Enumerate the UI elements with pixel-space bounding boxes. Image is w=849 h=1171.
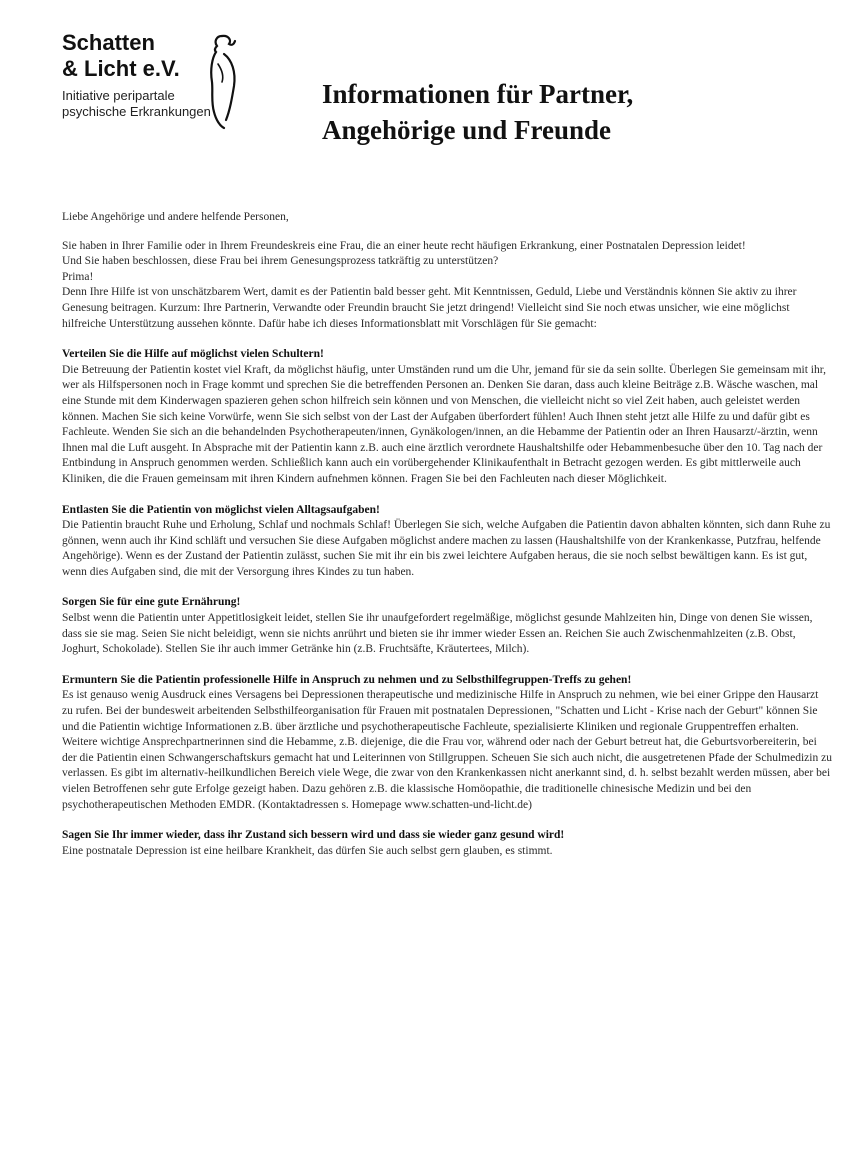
- organization-logo: [62, 30, 262, 160]
- section-text: Die Betreuung der Patientin kostet viel Kraft, da möglichst häufig, unter Umständen rund um die Uhr, jemand für sie da sein sollte. Überlegen Sie gemeinsam mit ihr, wer als Hilfspersonen noch in Frage kommt und sprechen Sie die betreffenden Personen an. Denken Sie daran, dass auch kleine Beiträge z.B. Wäsche waschen, mal eine Stunde mit dem Kinderwagen spazieren gehen schon hilfreich sein können und von Menschen, die vielleicht nicht so viel Zeit haben, auch geleistet werden können. Machen Sie sich keine Vorwürfe, wenn Sie sich selbst von der Last der Aufgaben überfordert fühlen! Auch Ihnen steht jetzt alle Hilfe zu und dafür gibt es Fachleute. Wenden Sie sich an die behandelnden Psychotherapeuten/innen, Gynäkologen/innen, an die Hebamme der Patientin oder an Ihren Hausarzt/-ärztin, wenn Ihnen mal die Luft ausgeht. In Absprache mit der Patientin kann z.B. auch eine ärztlich verordnete Haushaltshilfe oder Hebammenbesuche über den 10. Tag nach der Entbindung in Anspruch genommen werden. Schließlich kann auch ein vorübergehender Klinikaufenthalt in Betracht gezogen werden. Es gibt mittlerweile auch Kliniken, die die Frauen gemeinsam mit ihren Kindern aufnehmen können. Fragen Sie bei den Fachleuten nach dieser Möglichkeit.: [62, 363, 826, 485]
- section-heading: Verteilen Sie die Hilfe auf möglichst vielen Schultern!: [62, 348, 324, 361]
- section-text: Eine postnatale Depression ist eine heilbare Krankheit, das dürfen Sie auch selbst gern glauben, es stimmt.: [62, 844, 553, 857]
- section-heading: Sagen Sie Ihr immer wieder, dass ihr Zustand sich bessern wird und dass sie wieder ganz gesund wird!: [62, 829, 565, 842]
- logo-subtitle-line1: Initiative peripartale: [62, 88, 175, 103]
- logo-subtitle-line2: psychische Erkrankungen: [62, 104, 211, 119]
- document-body: [62, 210, 832, 859]
- intro-paragraph-3: Prima!: [62, 270, 94, 283]
- page-title-line2: Angehörige und Freunde: [322, 115, 612, 145]
- section-heading: Sorgen Sie für eine gute Ernährung!: [62, 596, 241, 609]
- section-text: Es ist genauso wenig Ausdruck eines Versagens bei Depressionen therapeutische und medizinische Hilfe in Anspruch zu nehmen, wie bei einer Grippe den Hausarzt zu rufen. Bei der bundesweit arbeitenden Selbsthilfeorganisation für Frauen mit postnatalen Depressionen, "Schatten und Licht - Krise nach der Geburt" können Sie und die Patientin wichtige Informationen z.B. über ärztliche und psychotherapeutische Fachleute, spezialisierte Kliniken und regionale Gruppentreffen erhalten. Weitere wichtige Ansprechpartnerinnen sind die Hebamme, z.B. diejenige, die die Frau vor, während oder nach der Geburt betreut hat, die Geburtsvorbereiterin, bei der die Patientin einen Schwangerschaftskurs gemacht hat und Leiterinnen von Stillgruppen. Scheuen Sie sich auch nicht, die ausgetretenen Pfade der Schulmedizin zu verlassen. Es gibt im alternativ-heilkundlichen Bereich viele Wege, die zwar von den Krankenkassen nicht anerkannt sind, d. h. selbst bezahlt werden müssen, aber bei vielen Betroffenen sehr gute Erfolge gezeigt haben. Dazu gehören z.B. die klassische Homöopathie, die traditionelle chinesische Medizin und bei den psychotherapeutischen Methoden EMDR. (Kontaktadressen s. Homepage www.schatten-und-licht.de): [62, 689, 832, 811]
- logo-name-line2: & Licht e.V.: [62, 56, 180, 81]
- logo-name-line1: Schatten: [62, 30, 155, 55]
- woman-silhouette-icon: [202, 30, 242, 130]
- section-text: Die Patientin braucht Ruhe und Erholung, Schlaf und nochmals Schlaf! Überlegen Sie sich, welche Aufgaben die Patientin davon abhalten könnten, sich dann Ruhe zu gönnen, wenn auch ihr Kind schläft und versuchen Sie diese Aufgaben möglichst andere machen zu lassen (Haushaltshilfe von der Krankenkasse, Putzfrau, helfende Angehörige). Wenn es der Zustand der Patientin zulässt, suchen Sie mit ihr ein bis zwei leichtere Aufgaben heraus, die sie noch selbst bewältigen kann. Es ist gut, wenn dies Aufgaben sind, die mit der Versorgung ihres Kindes zu tun haben.: [62, 519, 831, 578]
- section-text: Selbst wenn die Patientin unter Appetitlosigkeit leidet, stellen Sie ihr unaufgefordert regelmäßige, möglichst gesunde Mahlzeiten hin, Dinge von denen Sie wissen, dass sie sie mag. Seien Sie nicht beleidigt, wenn sie nichts anrührt und bieten sie ihr immer wieder Essen an. Reichen Sie auch Zwischenmahlzeiten (z.B. Obst, Joghurt, Schokolade). Stellen Sie ihr auch immer Getränke hin (z.B. Fruchtsäfte, Kräutertees, Milch).: [62, 612, 813, 656]
- greeting: Liebe Angehörige und andere helfende Personen,: [62, 211, 289, 223]
- page-title: [322, 76, 802, 148]
- intro-paragraph-4: Denn Ihre Hilfe ist von unschätzbarem Wert, damit es der Patientin bald besser geht. Mit Kenntnissen, Geduld, Liebe und Verständnis können Sie aktiv zu ihrer Genesung beitragen. Kurzum: Ihre Partnerin, Verwandte oder Freundin braucht Sie jetzt dringend! Vielleicht sind Sie noch etwas unsicher, wie eine möglichst hilfreiche Unterstützung aussehen könnte. Dafür habe ich dieses Informationsblatt mit Vorschlägen für Sie gemacht:: [62, 286, 797, 330]
- section-heading: Entlasten Sie die Patientin von möglichst vielen Alltagsaufgaben!: [62, 503, 380, 516]
- page-title-line1: Informationen für Partner,: [322, 79, 634, 109]
- intro-paragraph-2: Und Sie haben beschlossen, diese Frau bei ihrem Genesungsprozess tatkräftig zu unterstützen?: [62, 255, 499, 268]
- intro-paragraph-1: Sie haben in Ihrer Familie oder in Ihrem Freundeskreis eine Frau, die an einer heute recht häufigen Erkrankung, einer Postnatalen Depression leidet!: [62, 239, 746, 252]
- section-heading: Ermuntern Sie die Patientin professionelle Hilfe in Anspruch zu nehmen und zu Selbsthilfegruppen-Treffs zu gehen!: [62, 673, 632, 686]
